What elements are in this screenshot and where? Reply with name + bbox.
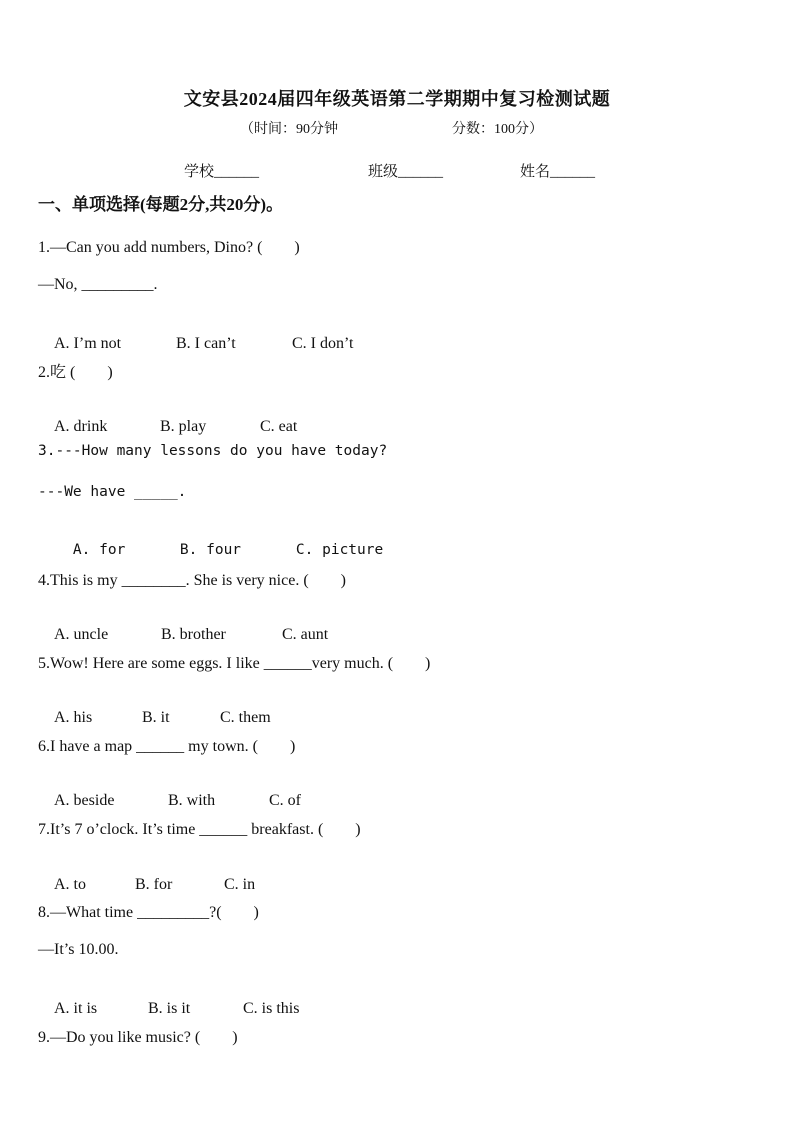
option-a: A. drink [54, 418, 108, 435]
option-c: C. of [269, 792, 301, 809]
question-3-answer-line: ---We have _____. [38, 484, 187, 500]
exam-score: 分数：100分） [452, 122, 543, 137]
option-b: B. it [142, 709, 170, 726]
option-b: B. with [168, 792, 216, 809]
question-7-stem: 7.It’s 7 o’clock. It’s time ______ breakfast. ( ) [38, 821, 361, 838]
option-c: C. eat [260, 418, 298, 435]
exam-title: 文安县2024届四年级英语第二学期期中复习检测试题 [183, 89, 611, 109]
question-8-answer-line: —It’s 10.00. [38, 941, 119, 958]
option-c: C. them [220, 709, 271, 726]
option-b: B. four [179, 542, 242, 558]
option-c: C. in [224, 876, 256, 893]
question-2-stem: 2.吃 ( ) [38, 364, 113, 381]
option-a: A. it is [54, 1000, 98, 1017]
question-1-answer-line: —No, _________. [38, 276, 158, 293]
question-5-stem: 5.Wow! Here are some eggs. I like ______very much. ( ) [38, 655, 431, 672]
option-a: A. I’m not [54, 335, 122, 352]
exam-time: （时间：90分钟 [240, 122, 338, 137]
option-c: C. I don’t [292, 335, 354, 352]
question-3-stem: 3.---How many lessons do you have today? [38, 443, 388, 459]
question-6-stem: 6.I have a map ______ my town. ( ) [38, 738, 296, 755]
option-a: A. his [54, 709, 93, 726]
option-a: A. beside [54, 792, 115, 809]
question-8-stem: 8.—What time _________?( ) [38, 904, 259, 921]
option-c: C. picture [295, 542, 384, 558]
option-a: A. to [54, 876, 86, 893]
question-1-stem: 1.—Can you add numbers, Dino? ( ) [38, 239, 300, 256]
option-c: C. aunt [282, 626, 329, 643]
option-b: B. play [160, 418, 207, 435]
option-b: B. for [135, 876, 173, 893]
school-field: 学校______ [184, 164, 260, 180]
option-b: B. is it [148, 1000, 191, 1017]
name-field: 姓名______ [520, 164, 596, 180]
option-a: A. for [72, 542, 126, 558]
option-c: C. is this [243, 1000, 300, 1017]
question-4-stem: 4.This is my ________. She is very nice. ( ) [38, 572, 346, 589]
question-9-stem: 9.—Do you like music? ( ) [38, 1029, 238, 1046]
option-a: A. uncle [54, 626, 109, 643]
class-field: 班级______ [368, 164, 444, 180]
section-heading: 一、单项选择(每题2分,共20分)。 [38, 195, 284, 214]
option-b: B. brother [161, 626, 226, 643]
option-b: B. I can’t [176, 335, 236, 352]
